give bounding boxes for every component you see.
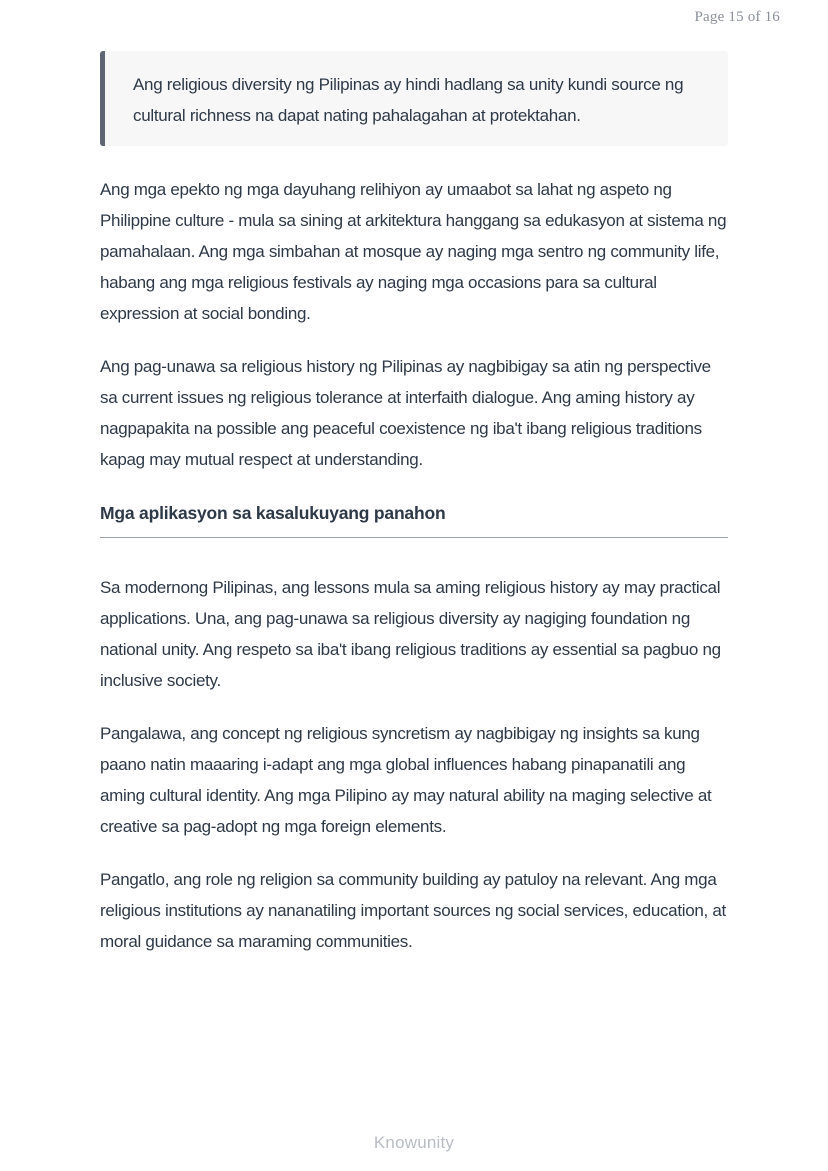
section-heading-applications: Mga aplikasyon sa kasalukuyang panahon (100, 503, 728, 538)
page-indicator: Page 15 of 16 (694, 9, 780, 25)
paragraph-effects-of-foreign-religions: Ang mga epekto ng mga dayuhang relihiyon ay umaabot sa lahat ng aspeto ng Philippine culture - mula sa sining at arkitektura hanggang sa edukasyon at sistema ng pamahalaan. Ang mga simbahan at mosque ay naging mga sentro ng community life, habang ang mga religious festivals ay naging mga occasions para sa cultural expression at social bonding. (100, 180, 727, 323)
paragraph-understanding-religious-history: Ang pag-unawa sa religious history ng Pilipinas ay nagbibigay sa atin ng perspective sa current issues ng religious tolerance at interfaith dialogue. Ang aming history ay nagpapakita na possible ang peaceful coexistence ng iba't ibang religious traditions kapag may mutual respect at understanding. (100, 357, 711, 469)
paragraph-role-of-religion: Pangatlo, ang role ng religion sa community building ay patuloy na relevant. Ang mga religious institutions ay nananatiling important sources ng social services, education, at moral guidance sa maraming communities. (100, 870, 726, 951)
highlight-quote-block (100, 51, 728, 146)
paragraph-modern-applications: Sa modernong Pilipinas, ang lessons mula sa aming religious history ay may practical applications. Una, ang pag-unawa sa religious diversity ay nagiging foundation ng national unity. Ang respeto sa iba't ibang religious traditions ay essential sa pagbuo ng inclusive society. (100, 578, 721, 690)
document-body (100, 51, 728, 979)
quote-text: Ang religious diversity ng Pilipinas ay hindi hadlang sa unity kundi source ng cultural richness na dapat nating pahalagahan at protektahan. (133, 75, 684, 125)
paragraph-religious-syncretism: Pangalawa, ang concept ng religious syncretism ay nagbibigay ng insights sa kung paano natin maaaring i-adapt ang mga global influences habang pinapanatili ang aming cultural identity. Ang mga Pilipino ay may natural ability na maging selective at creative sa pag-adopt ng mga foreign elements. (100, 724, 712, 836)
knowunity-watermark: Knowunity (373, 1133, 455, 1152)
